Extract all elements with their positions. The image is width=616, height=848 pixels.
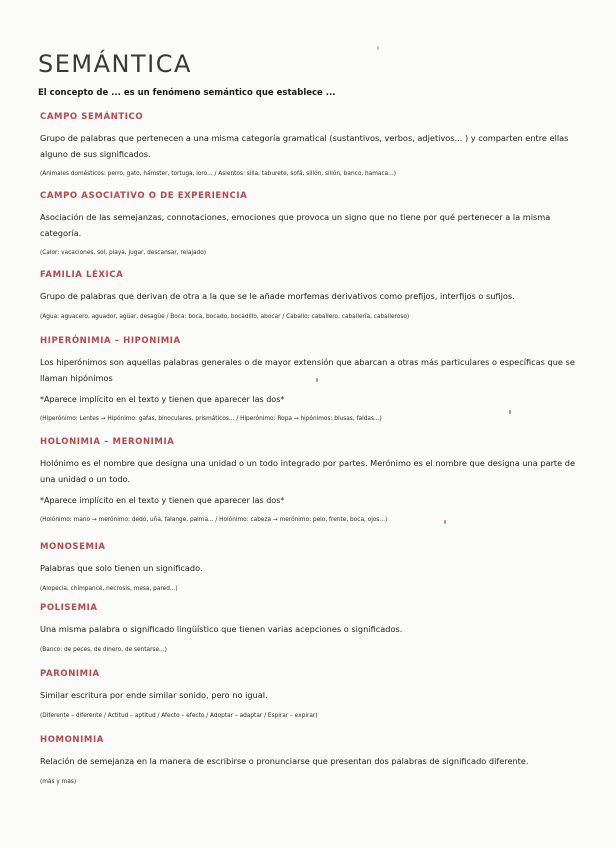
section-campo-semantico: [40, 112, 585, 177]
scan-speck: [509, 410, 511, 414]
section-heading: HOLONIMIA – MERONIMIA: [40, 437, 175, 447]
section-monosemia: [40, 542, 585, 592]
section-campo-asociativo: [40, 191, 585, 256]
section-example: (Alopecia, chimpancé, necrosis, mesa, pared...): [40, 585, 178, 592]
section-heading: FAMILIA LÉXICA: [40, 270, 124, 280]
section-heading: HOMONIMIA: [40, 735, 104, 745]
section-holonimia: [40, 437, 585, 523]
section-example: (Agua: aguacero, aguador, agüar, desagüe / Boca: boca, bocado, bocadillo, abocar / Caballo: caballero, caballería, caballeroso): [40, 313, 410, 320]
section-heading: PARONIMIA: [40, 669, 100, 679]
section-heading: CAMPO SEMÁNTICO: [40, 112, 144, 122]
section-heading: CAMPO ASOCIATIVO O DE EXPERIENCIA: [40, 191, 248, 201]
section-example: (Diferente – diferente / Actitud – aptitud / Afecto – efecto / Adoptar – adaptar / Espirar – expirar): [40, 712, 318, 719]
section-body: Una misma palabra o significado lingüístico que tienen varias acepciones o significados.: [40, 624, 403, 634]
section-example: (Calor: vacaciones, sol, playa, jugar, descansar, relajado): [40, 250, 207, 257]
section-hiperonimia: [40, 336, 585, 422]
section-heading: MONOSEMIA: [40, 542, 106, 552]
scan-speck: [316, 378, 318, 382]
section-example: (Banco: de peces, de dinero, de sentarse...): [40, 646, 167, 653]
section-example: (Hiperónimo: Lentes → Hipónimo: gafas, binoculares, prismáticos... / Hiperónimo: Ropa → hipónimos: blusas, faldas...): [40, 416, 382, 423]
section-body: Asociación de las semejanzas, connotaciones, emociones que provoca un signo que no tiene por qué pertenecer a la misma categoría.: [40, 212, 551, 238]
intro-text: El concepto de ... es un fenómeno semántico que establece ...: [38, 88, 336, 98]
page-title: SEMÁNTICA: [38, 50, 192, 78]
section-heading: HIPERÓNIMIA – HIPONIMIA: [40, 336, 181, 346]
section-example: (Animales domésticos: perro, gato, hámster, tortuga, loro... / Asientos: silla, taburete, sofá, sillón, sillón, banco, hamaca...): [40, 171, 397, 178]
section-homonimia: [40, 735, 585, 785]
section-familia-lexica: [40, 270, 585, 320]
section-paronimia: [40, 669, 585, 719]
section-body: Relación de semejanza en la manera de escribirse o pronunciarse que presentan dos palabras de significado diferente.: [40, 756, 529, 766]
section-body: Grupo de palabras que derivan de otra a la que se le añade morfemas derivativos como prefijos, interfijos o sufijos.: [40, 291, 515, 301]
scan-speck: [377, 46, 379, 50]
section-body: Grupo de palabras que pertenecen a una misma categoría gramatical (sustantivos, verbos, adjetivos... ) y comparten entre ellas alguno de sus significados.: [40, 133, 569, 159]
section-polisemia: [40, 603, 585, 653]
section-heading: POLISEMIA: [40, 603, 98, 613]
section-body: Los hiperónimos son aquellas palabras generales o de mayor extensión que abarcan a otras más particulares o específicas que se llaman hipónimos: [40, 357, 575, 383]
section-example: (más y mas): [40, 778, 77, 785]
section-body: Holónimo es el nombre que designa una unidad o un todo integrado por partes. Merónimo es el nombre que designa una parte de una unidad o un todo.: [40, 458, 576, 484]
section-example: (Holónimo: mano → merónimo: dedo, uña, falange, palma... / Holónimo: cabeza → merónimo: pelo, frente, boca, ojos...): [40, 517, 388, 524]
section-body: Palabras que solo tienen un significado.: [40, 563, 203, 573]
section-body: Similar escritura por ende similar sonido, pero no igual.: [40, 690, 268, 700]
section-note: *Aparece implícito en el texto y tienen que aparecer las dos*: [40, 395, 285, 405]
section-note: *Aparece implícito en el texto y tienen que aparecer las dos*: [40, 496, 285, 506]
scan-speck: [444, 520, 446, 524]
